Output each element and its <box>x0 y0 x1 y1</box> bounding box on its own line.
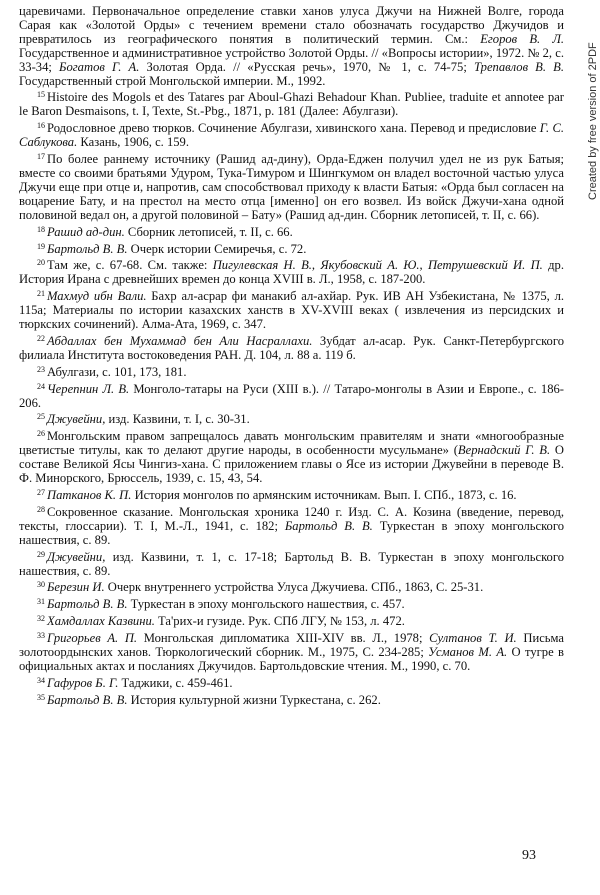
footnote-24 <box>19 380 564 411</box>
footnote-text: Histoire des Mogols et des Tatares par Aboul-Ghazi Behadour Khan. Publiee, traduite et annotee par le Baron Desmaisons, t. I, Texte, St.-Pbg., 1871, p. 181 (Далее: Абулгази). <box>19 90 564 119</box>
footnote-33 <box>19 629 564 674</box>
footnote-number: 33 <box>37 631 45 641</box>
footnote-text: Сокровенное сказание. Монгольская хроника 1240 г. Изд. С. А. Козина (введение, перевод, тексты, глоссарии). Т. I, М.-Л., 1941, с. 182; <box>19 504 564 533</box>
footnote-text: Письма золотоордынских ханов. Тюркологический сборник. М., 1975, С. 234-285; <box>19 631 564 660</box>
footnote-number: 31 <box>37 597 45 607</box>
author-name: Трепавлов В. В. <box>473 59 565 74</box>
footnote-text: Монголо-татары на Руси (XIII в.). // Татаро-монголы в Азии и Европе., с. 186-206. <box>19 381 564 410</box>
author-name: Березин И. <box>47 580 105 595</box>
footnote-text: По более раннему источнику (Рашид ад-дину), Орда-Еджен получил удел не из рук Батыя; вместе со своими братьями Удуром, Тука-Тимуром и Шингкумом он владел восточной частью улуса Джучи еще при отце и, напротив, сам способствовал приходу к власти Батыя: «Орда был согласен на воцарение Бату, и на престол на место отца [именно] он его возвел. Из войск Джучи-хана одной половиной ведал он, а другой половиной – Бату» (Рашид ад-дин. Сборник летописей, т. II, с. 66). <box>19 152 564 222</box>
footnote-text: Монгольским правом запрещалось давать монгольским правителям и знати «многообразные цветистые титулы, как то делают другие народы, в особенности мусульмане» ( <box>19 429 564 458</box>
footnote-number: 32 <box>37 614 45 624</box>
footnote-number: 27 <box>37 488 45 497</box>
footnote-text: Та'рих-и гузиде. Рук. СПб ЛГУ, № 153, л. 472. <box>154 614 405 629</box>
footnote-number: 21 <box>37 289 45 299</box>
author-name: Хамдаллах Казвини. <box>47 614 155 629</box>
author-name: Гафуров Б. Г. <box>47 675 119 690</box>
footnote-20 <box>19 256 564 287</box>
author-name: Егоров В. Л. <box>480 31 565 46</box>
footnote-text: Очерк истории Семиречья, с. 72. <box>127 241 307 256</box>
footnote-text: др. История Ирана с древнейших времен до конца XVIII в. Л., 1958, с. 187-200. <box>19 258 564 287</box>
footnote-35 <box>19 691 564 708</box>
footnote-text: Казань, 1906, с. 159. <box>77 135 189 150</box>
author-name: Джувейни, <box>47 549 106 564</box>
footnote-text: История монголов по армянским источникам. Вып. I. СПб., 1873, с. 16. <box>131 488 517 502</box>
footnote-number: 35 <box>37 692 45 702</box>
footnote-26 <box>19 427 564 486</box>
footnote-16 <box>19 119 564 150</box>
footnote-25 <box>19 410 564 427</box>
footnote-number: 25 <box>37 412 45 422</box>
author-name: Султанов Т. И. <box>429 631 517 646</box>
footnote-text: изд. Казвини, т. 1, с. 17-18; Бартольд В. В. Туркестан в эпоху монгольского нашествия, с. 89. <box>19 549 564 578</box>
footnote-number: 18 <box>37 224 45 234</box>
footnote-text: царевичами. Первоначальное определение ставки ханов улуса Джучи на Нижней Волге, города Сарая как «Золотой Орды» с течением времени стало обозначать государство Джучидов и превратилось из географического понятия в политический термин. См.: <box>19 4 564 46</box>
footnote-number: 16 <box>37 121 45 131</box>
footnote-text: Там же, с. 67-68. См. также: <box>47 258 213 273</box>
author-name: Бартольд В. В. <box>47 597 128 612</box>
author-name: Г. С. Саблукова. <box>19 121 565 150</box>
author-name: Бартольд В. В. <box>47 241 128 256</box>
footnote-text: Туркестан в эпоху монгольского нашествия, с. 457. <box>127 597 405 612</box>
footnote-number: 29 <box>37 549 45 559</box>
footnote-text: О тугре в официальных актах и посланиях Джучидов. Бартольдовские чтения. М., 1990, с. 70. <box>19 645 564 673</box>
footnote-15 <box>19 88 564 119</box>
footnote-text: Таджики, с. 459-461. <box>118 675 233 690</box>
footnote-32 <box>19 612 564 629</box>
footnote-text: Сборник летописей, т. II, с. 66. <box>124 224 293 239</box>
footnote-text: История культурной жизни Туркестана, с. 262. <box>127 692 381 707</box>
footnote-text: изд. Казвини, т. I, с. 30-31. <box>105 412 250 427</box>
author-name: Бартольд В. В. <box>47 692 128 707</box>
footnote-text: Очерк внутреннего устройства Улуса Джучиева. СПб., 1863, С. 25-31. <box>104 580 484 595</box>
author-name: Черепнин Л. В. <box>47 381 130 396</box>
footnote-continuation <box>19 5 564 88</box>
footnote-23 <box>19 363 564 380</box>
author-name: Богатов Г. А. <box>59 59 140 74</box>
footnote-number: 34 <box>37 675 45 685</box>
footnote-18 <box>19 223 564 240</box>
author-name: Григорьев А. П. <box>47 631 138 646</box>
page-number: 93 <box>522 848 536 863</box>
author-name: Пигулевская Н. В., Якубовский А. Ю., Петрушевский И. П. <box>212 258 543 273</box>
footnote-number: 28 <box>37 504 45 514</box>
footnote-number: 17 <box>37 152 45 162</box>
footnote-number: 26 <box>37 429 45 439</box>
footnote-21 <box>19 287 564 332</box>
author-name: Джувейни, <box>47 412 106 427</box>
footnote-number: 20 <box>37 258 45 268</box>
footnote-29 <box>19 548 564 579</box>
watermark-text: Created by free version of 2PDF <box>587 42 599 200</box>
footnote-text: Абулгази, с. 101, 173, 181. <box>47 364 187 379</box>
footnote-17 <box>19 150 564 223</box>
footnote-19 <box>19 240 564 257</box>
footnote-22 <box>19 332 564 363</box>
footnote-text: Государственное и административное устройство Золотой Орды. // «Вопросы истории», 1972. № 2, с. 33-34; <box>19 45 564 74</box>
footnote-number: 15 <box>37 90 45 100</box>
footnote-number: 24 <box>37 381 45 391</box>
author-name: Усманов М. А. <box>428 645 508 660</box>
footnote-number: 19 <box>37 241 45 251</box>
footnote-number: 22 <box>37 333 45 343</box>
footnotes-block <box>19 5 564 708</box>
footnote-text: Монгольская дипломатика XIII-XIV вв. Л., 1978; <box>137 631 430 646</box>
footnote-text: Родословное древо тюрков. Сочинение Абулгази, хивинского хана. Перевод и предисловие <box>47 121 540 136</box>
author-name: Рашид ад-дин. <box>47 224 125 239</box>
footnote-30 <box>19 578 564 595</box>
author-name: Махмуд ибн Вали. <box>47 289 147 304</box>
footnote-27 <box>19 486 564 503</box>
footnote-28 <box>19 503 564 548</box>
author-name: Патканов К. П. <box>47 488 132 502</box>
footnote-number: 30 <box>37 580 45 590</box>
footnote-number: 23 <box>37 364 45 374</box>
author-name: Бартольд В. В. <box>284 518 373 533</box>
footnote-text: Государственный строй Монгольской империи. М., 1992. <box>19 73 326 88</box>
footnote-text: О составе Великой Ясы Чингиз-хана. С приложением главы о Ясе из истории Джувейни в переводе В. Ф. Минорского, Брюссель, 1939, с. 15, 43, 54. <box>19 443 564 486</box>
author-name: Абдаллах бен Мухаммад бен Али Насраллахи. <box>47 333 313 348</box>
author-name: Вернадский Г. В. <box>457 443 551 458</box>
footnote-31 <box>19 595 564 612</box>
footnote-text: Бахр ал-асрар фи манакиб ал-ахйар. Рук. ИВ АН Узбекистана, № 1375, л. 115а; Материалы по истории казахских ханств в XV-XVIII веках ( извлечения из персидских и тюркских сочинений). Алма-Ата, 1969, с. 347. <box>19 289 564 332</box>
footnote-text: Зубдат ал-асар. Рук. Санкт-Петербургского филиала Института востоковедения РАН. Д. 104, л. 88 а. 119 б. <box>19 333 564 362</box>
footnote-34 <box>19 674 564 691</box>
footnote-text: Туркестан в эпоху монгольского нашествия, с. 89. <box>19 518 564 547</box>
footnote-text: Золотая Орда. // «Русская речь», 1970, № 1, с. 74-75; <box>139 59 474 74</box>
